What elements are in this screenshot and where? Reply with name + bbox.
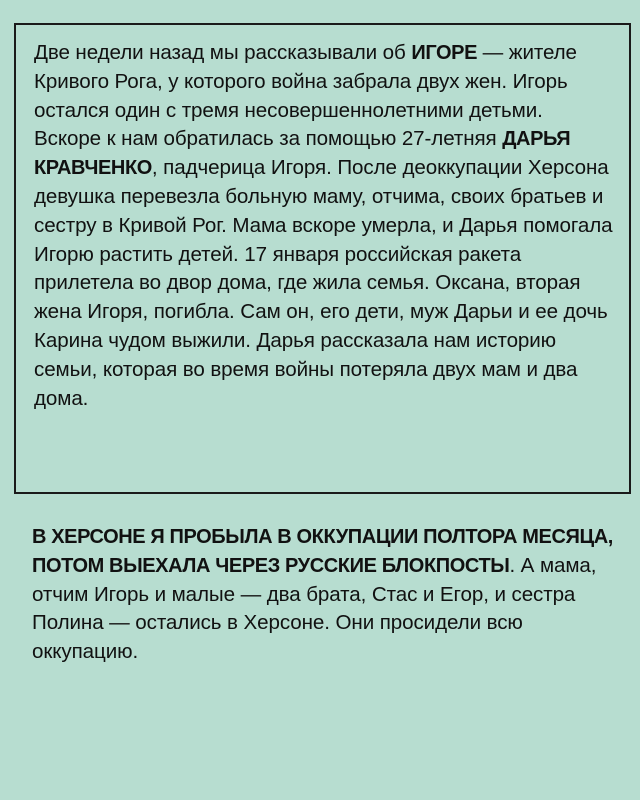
intro-text-2: — жителе Кривого Рога, у которого война забрала двух жен. Игорь остался один с тремя несовершеннолетними детьми. Вскоре к нам обратилась за помощью 27-летняя [34, 41, 577, 151]
intro-text-1: Две недели назад мы рассказывали об [34, 41, 412, 64]
quote-lead-bold: В ХЕРСОНЕ Я ПРОБЫЛА В ОККУПАЦИИ ПОЛТОРА МЕСЯЦА, ПОТОМ ВЫЕХАЛА ЧЕРЕЗ РУССКИЕ БЛОКПОСТЫ [32, 526, 613, 577]
quote-paragraph [32, 523, 622, 667]
intro-text-3: , падчерица Игоря. После деоккупации Херсона девушка перевезла больную маму, отчима, своих братьев и сестру в Кривой Рог. Мама вскоре умерла, и Дарья помогала Игорю растить детей. 17 января российская ракета прилетела во двор дома, где жила семья. Оксана, вторая жена Игоря, погибла. Сам он, его дети, муж Дарьи и ее дочь Карина чудом выжили. Дарья рассказала нам историю семьи, которая во время войны потеряла двух мам и два дома. [34, 156, 613, 410]
quote-text: . А мама, отчим Игорь и малые — два брата, Стас и Егор, и сестра Полина — остались в Херсоне. Они просидели всю оккупацию. [32, 553, 597, 664]
intro-paragraph [34, 39, 615, 413]
intro-box [14, 23, 631, 494]
quote-section [32, 523, 622, 667]
intro-name-darya: ДАРЬЯ КРАВЧЕНКО [34, 128, 571, 180]
intro-name-igor: ИГОРЕ [411, 42, 478, 64]
